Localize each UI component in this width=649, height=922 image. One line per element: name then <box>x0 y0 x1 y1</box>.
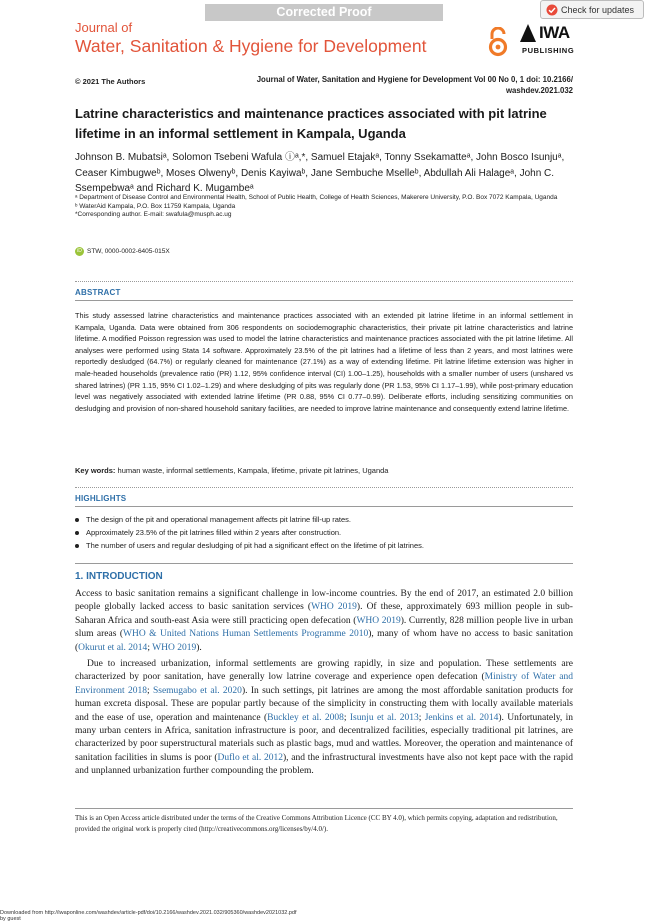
corrected-proof-banner: Corrected Proof <box>205 4 443 21</box>
citation-link[interactable]: WHO & United Nations Human Settlements Programme 2010 <box>123 629 369 640</box>
open-access-icon <box>487 27 509 57</box>
download-line-2: by guest <box>0 916 21 922</box>
citation-link[interactable]: Jenkins et al. 2014 <box>424 712 499 723</box>
journal-name-line1: Journal of <box>75 20 133 35</box>
license-text: This is an Open Access article distributed under the terms of the Creative Commons Attribution Licence (CC BY 4.0), which permits copying, adaptation and redistribution, provided the original work is properly cited (http://creativecommons.org/licenses/by/4.0/). <box>75 814 558 833</box>
check-for-updates-label: Check for updates <box>561 5 635 15</box>
abstract-heading: ABSTRACT <box>75 288 121 297</box>
divider <box>75 300 573 301</box>
journal-name-line2: Water, Sanitation & Hygiene for Development <box>75 36 427 56</box>
highlights-heading: HIGHLIGHTS <box>75 494 127 503</box>
iwa-publishing-logo <box>518 22 574 60</box>
citation-line <box>200 74 573 96</box>
citation-link[interactable]: Ministry of Water and Environment 2018 <box>75 672 573 696</box>
keywords-label: Key words: <box>75 466 116 475</box>
download-line-1: Downloaded from http://iwaponline.com/washdev/article-pdf/doi/10.2166/washdev.2021.032/905360/washdev2021032.pdf <box>0 910 297 916</box>
orcid-icon: iD <box>75 247 84 256</box>
check-updates-icon <box>546 4 558 16</box>
author-list: Johnson B. Mubatsiᵃ, Solomon Tsebeni Wafula ⓘᵃ,*, Samuel Etajakᵃ, Tonny Ssekamatteᵃ, John Bosco Isunjuᵃ, Ceaser Kimbugweᵇ, Moses Olwenyᵇ, Denis Kayiwaᵇ, Jane Sembuche Mselleᵇ, Abdullah Ali Halageᵃ, John C. Ssempebwaᵃ and Richard K. Mugambeᵃ <box>75 152 565 194</box>
highlight-item: The number of users and regular desludging of pit had a significant effect on the lifetime of pit latrines. <box>75 541 424 550</box>
abstract-text: This study assessed latrine characteristics and maintenance practices associated with an extended pit latrine lifetime in an informal settlement in Kampala, Uganda. Data were obtained from 306 respondents on sociodemographic characteristics, their private pit latrine characteristics and latrine lifetime. A modified Poisson regression was used to model the latrine characteristics and maintenance practices associated with the pit latrine lifetime. All analyses were performed using Stata 14 software. Approximately 23.5% of the pit latrines had a lifetime of less than 2 years, and most latrines were reportedly desludged (64.7%) or regularly cleaned for maintenance (27.1%) as a way of extending lifetime. Pit latrine lifetime extension was higher in male-headed households (prevalence ratio (PR) 1.12, 95% confidence interval (CI) 1.00–1.25), households with a smaller number of users (unshared vs shared latrines) (PR 1.15, 95% CI 1.02–1.29) and where desludging of pits was regularly done (PR 1.53, 95% CI 1.17–1.99), while post-primary education level was negatively associated with extended latrine lifetime (PR 0.88, 95% CI 0.77–0.99). Deliberate efforts, including sensitizing communities on desludging and provision of non-shared household sanitary facilities, are needed to improve latrine maintenance and consequently extend latrine lifetime. <box>75 311 573 413</box>
citation-link[interactable]: Isunju et al. 2013 <box>349 712 419 723</box>
highlight-item: Approximately 23.5% of the pit latrines filled within 2 years after construction. <box>75 528 341 537</box>
iwa-logo-subtext: PUBLISHING <box>522 46 575 55</box>
citation-link[interactable]: WHO 2019 <box>311 602 357 613</box>
copyright-line: © 2021 The Authors <box>75 77 146 86</box>
citation-link[interactable]: WHO 2019 <box>152 642 197 653</box>
citation-link[interactable]: Duflo et al. 2012 <box>217 752 283 763</box>
divider <box>75 487 573 488</box>
corresponding-author: *Corresponding author. E-mail: swafula@musph.ac.ug <box>75 211 232 218</box>
download-footer <box>0 910 297 922</box>
affiliation-a: ᵃ Department of Disease Control and Environmental Health, School of Public Health, College of Health Sciences, Makerere University, P.O. Box 7072 Kampala, Uganda <box>75 194 558 201</box>
affiliations <box>75 194 575 220</box>
highlight-item: The design of the pit and operational management affects pit latrine fill-up rates. <box>75 515 351 524</box>
divider <box>75 281 573 282</box>
divider <box>75 808 573 809</box>
iwa-logo-text: IWA <box>539 23 570 42</box>
citation-link[interactable]: Okurut et al. 2014 <box>78 642 148 653</box>
intro-paragraph-1: Access to basic sanitation remains a significant challenge in low-income countries. By the end of 2017, an estimated 2.0 billion people globally lacked access to basic sanitation services (WHO 2019). Of these, approximately 693 million people in sub-Saharan Africa and south-east Asia were still practicing open defecation (WHO 2019). Currently, 828 million people live in urban slum areas (WHO & United Nations Human Settlements Programme 2010), many of whom have no access to basic sanitation (Okurut et al. 2014; WHO 2019). <box>75 589 573 653</box>
introduction-heading: 1. INTRODUCTION <box>75 571 163 582</box>
orcid-text: STW, 0000-0002-6405-015X <box>87 248 170 256</box>
citation-line-1: Journal of Water, Sanitation and Hygiene for Development Vol 00 No 0, 1 doi: 10.2166/ <box>256 75 573 84</box>
citation-link[interactable]: WHO 2019 <box>356 615 401 626</box>
citation-line-2: washdev.2021.032 <box>505 86 573 95</box>
affiliation-b: ᵇ WaterAid Kampala, P.O. Box 11759 Kampala, Uganda <box>75 202 236 210</box>
article-title: Latrine characteristics and maintenance practices associated with pit latrine lifetime in an informal settlement in Kampala, Uganda <box>75 106 547 141</box>
divider <box>75 563 573 564</box>
orcid-line[interactable] <box>75 247 170 257</box>
keywords <box>75 466 573 475</box>
citation-link[interactable]: Buckley et al. 2008 <box>267 712 344 723</box>
intro-paragraph-2: Due to increased urbanization, informal settlements are growing rapidly, in size and population. These settlements are characterized by poor sanitation, have generally low latrine coverage and experience open defecation (Ministry of Water and Environment 2018; Ssemugabo et al. 2020). In such settings, pit latrines are among the most affordable sanitation products for human excreta disposal. These are popular partly because of the simplicity in constructing them with locally available materials and the ease of use, operation and maintenance (Buckley et al. 2008; Isunju et al. 2013; Jenkins et al. 2014). Unfortunately, in many urban centers in Africa, sanitation infrastructure is poor, and decentralized facilities, especially traditional pit latrines, are characterized by poor superstructural materials such as plastic bags, mud and wattles. Moreover, the operation and maintenance of sanitation facilities in slums is poor (Duflo et al. 2012), and the infrastructural investments have also not kept pace with the rapid and unplanned urbanization further compounding the problem. <box>75 659 573 777</box>
divider <box>75 506 573 507</box>
check-for-updates-button[interactable] <box>540 0 644 19</box>
citation-link[interactable]: Ssemugabo et al. 2020 <box>152 685 242 696</box>
keywords-text: human waste, informal settlements, Kampala, lifetime, private pit latrines, Uganda <box>115 466 389 475</box>
